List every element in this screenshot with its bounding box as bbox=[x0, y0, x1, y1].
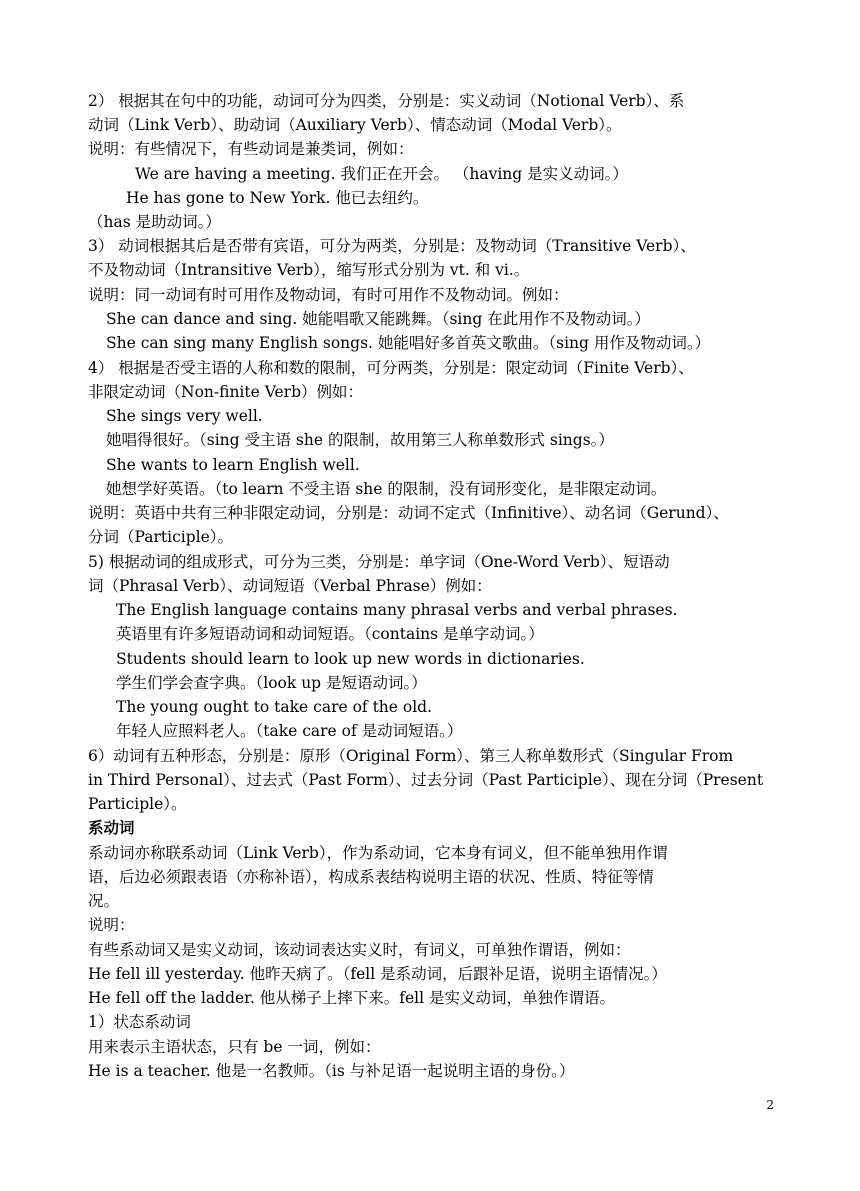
text-line: 有些系动词又是实义动词，该动词表达实义时，有词义，可单独作谓语，例如： bbox=[88, 941, 631, 959]
text-line: 词（Phrasal Verb）、动词短语（Verbal Phrase）例如： bbox=[88, 577, 492, 595]
text-line: 4） 根据是否受主语的人称和数的限制，可分两类，分别是：限定动词（Finite Verb）、 bbox=[88, 359, 694, 377]
text-line: He fell ill yesterday. 他昨天病了。（fell 是系动词，后跟补足语，说明主语情况。） bbox=[88, 965, 667, 983]
text-line: She wants to learn English well. bbox=[106, 456, 360, 474]
text-line: 说明：英语中共有三种非限定动词，分别是：动词不定式（Infinitive）、动名词（Gerund）、 bbox=[88, 504, 729, 522]
text-line: 用来表示主语状态，只有 be 一词，例如： bbox=[88, 1038, 381, 1056]
section-heading: 系动词 bbox=[88, 818, 135, 837]
text-line: She can sing many English songs. 她能唱好多首英文歌曲。（sing 用作及物动词。） bbox=[106, 334, 711, 352]
text-line: 6）动词有五种形态，分别是：原形（Original Form）、第三人称单数形式（Singular From bbox=[88, 747, 734, 765]
text-line: 说明：同一动词有时可用作及物动词，有时可用作不及物动词。例如： bbox=[88, 286, 569, 304]
text-line: He has gone to New York. 他已去纽约。 bbox=[126, 189, 429, 207]
text-line: She sings very well. bbox=[106, 407, 263, 425]
text-line: in Third Personal）、过去式（Past Form）、过去分词（Past Participle）、现在分词（Present bbox=[88, 771, 764, 789]
text-line: 非限定动词（Non-finite Verb）例如： bbox=[88, 383, 363, 401]
text-line: 分词（Participle）。 bbox=[88, 528, 234, 546]
text-line: 她想学好英语。（to learn 不受主语 she 的限制，没有词形变化，是非限定动词。 bbox=[106, 480, 667, 498]
text-line: 3） 动词根据其后是否带有宾语，可分为两类，分别是：及物动词（Transitive Verb）、 bbox=[88, 237, 696, 255]
text-line: Students should learn to look up new words in dictionaries. bbox=[116, 650, 585, 668]
text-line: 学生们学会查字典。（look up 是短语动词。） bbox=[116, 674, 427, 692]
text-line: 2） 根据其在句中的功能，动词可分为四类，分别是：实义动词（Notional Verb）、系 bbox=[88, 92, 685, 110]
text-line: 说明： bbox=[88, 916, 135, 934]
text-line: We are having a meeting. 我们正在开会。 （having 是实义动词。） bbox=[135, 165, 628, 183]
text-line: 她唱得很好。（sing 受主语 she 的限制，故用第三人称单数形式 sings。） bbox=[106, 431, 614, 449]
text-line: 1）状态系动词 bbox=[88, 1013, 191, 1031]
text-line: 年轻人应照料老人。（take care of 是动词短语。） bbox=[116, 722, 463, 740]
text-line: 不及物动词（Intransitive Verb），缩写形式分别为 vt. 和 vi.。 bbox=[88, 261, 530, 279]
text-line: 5) 根据动词的组成形式，可分为三类，分别是：单字词（One-Word Verb）、短语动 bbox=[88, 553, 670, 571]
text-line: He fell off the ladder. 他从梯子上摔下来。fell 是实义动词，单独作谓语。 bbox=[88, 989, 615, 1007]
text-line: （has 是助动词。） bbox=[88, 213, 221, 231]
text-line: The young ought to take care of the old. bbox=[116, 698, 433, 716]
text-line: He is a teacher. 他是一名教师。（is 与补足语一起说明主语的身份。） bbox=[88, 1062, 575, 1080]
text-line: 说明：有些情况下，有些动词是兼类词，例如： bbox=[88, 140, 414, 158]
text-line: 英语里有许多短语动词和动词短语。（contains 是单字动词。） bbox=[116, 625, 544, 643]
text-line: The English language contains many phrasal verbs and verbal phrases. bbox=[116, 601, 678, 619]
text-line: 语，后边必须跟表语（亦称补语），构成系表结构说明主语的状况、性质、特征等情 bbox=[88, 868, 654, 886]
text-line: 况。 bbox=[88, 892, 120, 910]
text-line: 动词（Link Verb）、助动词（Auxiliary Verb）、情态动词（Modal Verb）。 bbox=[88, 116, 622, 134]
text-line: 系动词亦称联系动词（Link Verb），作为系动词，它本身有词义，但不能单独用作谓 bbox=[88, 844, 668, 862]
text-line: Participle）。 bbox=[88, 795, 187, 813]
text-line: She can dance and sing. 她能唱歌又能跳舞。（sing 在此用作不及物动词。） bbox=[106, 310, 650, 328]
page-number: 2 bbox=[766, 1098, 774, 1112]
